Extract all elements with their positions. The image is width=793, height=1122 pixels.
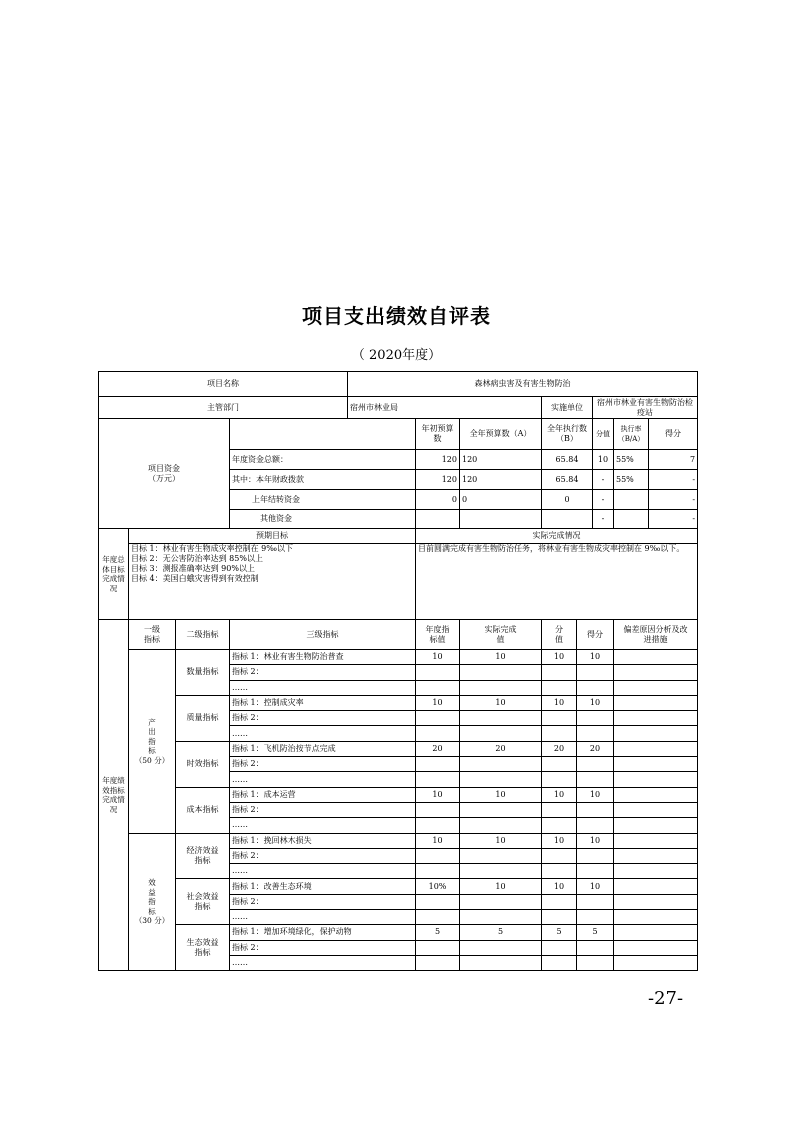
actual-goals-header: 实际完成情况 (416, 529, 698, 544)
indicator-points-value (577, 818, 614, 833)
funds-cell: 0 (416, 490, 460, 510)
funds-header-exec: 全年执行数（B） (542, 419, 593, 450)
funds-row-total-label: 年度资金总额： (230, 450, 416, 470)
indicator-score-value (542, 864, 577, 879)
indicator-reason-value (614, 757, 698, 772)
indicator-level3-label: …… (230, 955, 416, 970)
expected-goals-header: 预期目标 (129, 529, 416, 544)
indicator-reason-value (614, 650, 698, 665)
indicator-reason-value (614, 818, 698, 833)
indicator-actual-value (460, 711, 542, 726)
indicator-level2-label: 经济效益 指标 (176, 833, 230, 879)
indicator-level3-label: 指标 1：控制成灾率 (230, 695, 416, 710)
funds-cell (614, 490, 649, 510)
indicator-reason-value (614, 833, 698, 848)
indicator-points-value: 10 (577, 787, 614, 802)
indicator-score-value (542, 757, 577, 772)
indicator-reason-value (614, 894, 698, 909)
indicator-points-value (577, 757, 614, 772)
indicator-score-value (542, 848, 577, 863)
funds-cell: - (649, 490, 698, 510)
funds-cell: 120 (460, 450, 542, 470)
indicator-level1-label: 效 益 指 标 （30 分） (129, 833, 176, 971)
indicator-target-value (416, 955, 460, 970)
funds-cell: 120 (460, 470, 542, 490)
indicator-score-value (542, 955, 577, 970)
year-subtitle: （ 2020年度） (351, 348, 442, 363)
indicator-reason-value (614, 864, 698, 879)
indicator-actual-value (460, 848, 542, 863)
indicator-actual-value (460, 680, 542, 695)
indicator-reason-value (614, 955, 698, 970)
indicator-reason-value (614, 680, 698, 695)
indicator-score-value (542, 818, 577, 833)
project-name-label: 项目名称 (99, 372, 348, 397)
indicator-level3-label: 指标 2： (230, 940, 416, 955)
indicator-actual-value (460, 665, 542, 680)
indicator-score-value: 5 (542, 925, 577, 940)
funds-row-fiscal-label: 其中：本年财政拨款 (230, 470, 416, 490)
indicator-target-value (416, 802, 460, 817)
indicator-score-value: 10 (542, 787, 577, 802)
indicator-target-value (416, 818, 460, 833)
indicator-target-value (416, 848, 460, 863)
indicator-actual-value (460, 772, 542, 787)
indicator-level3-label: 指标 1：挽回林木损失 (230, 833, 416, 848)
indicator-score-value: 10 (542, 695, 577, 710)
funds-header-annual: 全年预算数（A） (460, 419, 542, 450)
indicator-target-value (416, 772, 460, 787)
page-number: -27- (648, 988, 684, 1009)
indicator-level3-label: 指标 2： (230, 894, 416, 909)
indicator-level3-header: 三级指标 (230, 620, 416, 650)
indicator-score-value (542, 711, 577, 726)
funds-row-other-label: 其他资金 (230, 510, 416, 529)
indicator-reason-value (614, 772, 698, 787)
indicator-target-value (416, 910, 460, 925)
indicator-score-value: 10 (542, 650, 577, 665)
funds-cell (542, 510, 593, 529)
funds-header-rate: 执行率 （B/A） (614, 419, 649, 450)
indicator-target-value (416, 894, 460, 909)
indicator-points-value: 10 (577, 695, 614, 710)
indicator-target-value: 10 (416, 833, 460, 848)
indicator-target-value (416, 757, 460, 772)
indicator-reason-value (614, 741, 698, 756)
indicator-score-value: 10 (542, 833, 577, 848)
indicator-score-value (542, 665, 577, 680)
indicator-reason-header: 偏差原因分析及改 进措施 (614, 620, 698, 650)
indicator-points-value (577, 955, 614, 970)
indicator-actual-value: 5 (460, 925, 542, 940)
indicator-actual-value: 10 (460, 787, 542, 802)
indicator-points-value: 20 (577, 741, 614, 756)
indicator-points-value: 5 (577, 925, 614, 940)
indicator-score-value (542, 940, 577, 955)
indicator-score-value (542, 726, 577, 741)
funds-cell (460, 510, 542, 529)
funds-label: 项目资金 （万元） (99, 419, 230, 529)
indicator-actual-value: 10 (460, 833, 542, 848)
indicator-reason-value (614, 848, 698, 863)
funds-header-blank (230, 419, 416, 450)
indicator-actual-value (460, 940, 542, 955)
funds-cell: 65.84 (542, 450, 593, 470)
indicator-target-value: 10 (416, 650, 460, 665)
indicator-points-value: 10 (577, 833, 614, 848)
actual-goals-text: 目前圆满完成有害生物防治任务，将林业有害生物成灾率控制在 9‰以下。 (416, 544, 698, 620)
indicator-target-value: 10% (416, 879, 460, 894)
performance-table (98, 371, 698, 971)
indicator-target-value (416, 726, 460, 741)
indicator-points-value (577, 940, 614, 955)
funds-cell: 120 (416, 450, 460, 470)
indicator-target-header: 年度指 标值 (416, 620, 460, 650)
indicator-level2-label: 数量指标 (176, 650, 230, 696)
funds-cell: 0 (542, 490, 593, 510)
funds-cell: - (649, 470, 698, 490)
indicator-actual-value (460, 802, 542, 817)
indicator-score-value: 20 (542, 741, 577, 756)
indicator-level3-label: 指标 1：成本运营 (230, 787, 416, 802)
indicator-reason-value (614, 726, 698, 741)
indicator-level2-label: 生态效益 指标 (176, 925, 230, 971)
indicator-actual-value (460, 726, 542, 741)
indicator-points-value (577, 910, 614, 925)
indicator-level2-label: 社会效益 指标 (176, 879, 230, 925)
indicator-target-value (416, 864, 460, 879)
funds-cell: 0 (460, 490, 542, 510)
funds-cell: 55% (614, 450, 649, 470)
indicator-level3-label: …… (230, 818, 416, 833)
dept-label: 主管部门 (99, 397, 348, 419)
funds-cell: - (593, 510, 614, 529)
funds-cell: 65.84 (542, 470, 593, 490)
indicator-level3-label: …… (230, 910, 416, 925)
indicator-level1-header: 一级 指标 (129, 620, 176, 650)
indicators-side-label: 年度绩效指标完成情况 (99, 620, 129, 971)
indicator-level3-label: 指标 1：改善生态环境 (230, 879, 416, 894)
indicator-reason-value (614, 879, 698, 894)
indicator-actual-value: 10 (460, 879, 542, 894)
indicator-points-value (577, 665, 614, 680)
indicator-level3-label: …… (230, 726, 416, 741)
indicator-actual-value (460, 757, 542, 772)
indicator-level2-label: 质量指标 (176, 695, 230, 741)
indicator-reason-value (614, 925, 698, 940)
indicator-level3-label: 指标 1：林业有害生物防治普查 (230, 650, 416, 665)
indicator-actual-value (460, 955, 542, 970)
indicator-score-value (542, 894, 577, 909)
indicator-points-value (577, 772, 614, 787)
indicator-actual-value: 20 (460, 741, 542, 756)
indicator-points-value: 10 (577, 879, 614, 894)
indicator-score-value (542, 680, 577, 695)
indicator-score-header: 分 值 (542, 620, 577, 650)
indicator-actual-value: 10 (460, 650, 542, 665)
indicator-level2-header: 二级指标 (176, 620, 230, 650)
indicator-reason-value (614, 802, 698, 817)
indicator-points-value (577, 726, 614, 741)
indicator-level3-label: 指标 1：增加环境绿化，保护动物 (230, 925, 416, 940)
indicator-level1-label: 产 出 指 标 （50 分） (129, 650, 176, 834)
impl-unit-label: 实施单位 (542, 397, 593, 419)
indicator-points-value (577, 680, 614, 695)
indicator-target-value (416, 680, 460, 695)
indicator-level3-label: 指标 2： (230, 665, 416, 680)
indicator-level3-label: 指标 2： (230, 711, 416, 726)
dept-value: 宿州市林业局 (348, 397, 542, 419)
funds-cell: 7 (649, 450, 698, 470)
indicator-target-value: 5 (416, 925, 460, 940)
indicator-reason-value (614, 695, 698, 710)
funds-header-initial: 年初预算数 (416, 419, 460, 450)
goals-side-label: 年度总体目标完成情况 (99, 529, 129, 620)
indicator-actual-value (460, 864, 542, 879)
indicator-actual-value: 10 (460, 695, 542, 710)
indicator-target-value (416, 665, 460, 680)
funds-header-score: 分值 (593, 419, 614, 450)
indicator-points-value (577, 802, 614, 817)
impl-unit-value: 宿州市林业有害生物防治检疫站 (593, 397, 698, 419)
funds-cell: 10 (593, 450, 614, 470)
indicator-reason-value (614, 940, 698, 955)
indicator-level3-label: …… (230, 772, 416, 787)
indicator-points-value (577, 711, 614, 726)
indicator-actual-header: 实际完成 值 (460, 620, 542, 650)
funds-cell (416, 510, 460, 529)
indicator-target-value: 10 (416, 787, 460, 802)
project-name-value: 森林病虫害及有害生物防治 (348, 372, 698, 397)
indicator-points-value: 10 (577, 650, 614, 665)
indicator-points-value (577, 848, 614, 863)
indicator-reason-value (614, 665, 698, 680)
indicator-reason-value (614, 787, 698, 802)
indicator-actual-value (460, 818, 542, 833)
indicator-score-value (542, 772, 577, 787)
indicator-points-value (577, 864, 614, 879)
indicator-target-value (416, 940, 460, 955)
indicator-actual-value (460, 894, 542, 909)
indicator-level2-label: 时效指标 (176, 741, 230, 787)
funds-cell: 120 (416, 470, 460, 490)
indicator-level2-label: 成本指标 (176, 787, 230, 833)
indicator-score-value (542, 802, 577, 817)
indicator-level3-label: …… (230, 864, 416, 879)
indicator-level3-label: 指标 1：飞机防治按节点完成 (230, 741, 416, 756)
indicator-target-value: 20 (416, 741, 460, 756)
funds-header-points: 得分 (649, 419, 698, 450)
indicator-target-value: 10 (416, 695, 460, 710)
funds-cell: - (649, 510, 698, 529)
expected-goals-text: 目标 1：林业有害生物成灾率控制在 9‰以下 目标 2：无公害防治率达到 85%以上 目标 3：测报准确率达到 90%以上 目标 4：美国白蛾灾害得到有效控制 (129, 544, 416, 620)
indicator-reason-value (614, 711, 698, 726)
indicator-score-value: 10 (542, 879, 577, 894)
indicator-level3-label: 指标 2： (230, 757, 416, 772)
page-title: 项目支出绩效自评表 (302, 304, 491, 328)
indicator-points-value (577, 894, 614, 909)
indicator-actual-value (460, 910, 542, 925)
indicator-points-header: 得分 (577, 620, 614, 650)
funds-cell: - (593, 490, 614, 510)
indicator-level3-label: 指标 2： (230, 848, 416, 863)
funds-cell (614, 510, 649, 529)
indicator-target-value (416, 711, 460, 726)
funds-cell: 55% (614, 470, 649, 490)
funds-row-carry-label: 上年结转资金 (230, 490, 416, 510)
indicator-level3-label: …… (230, 680, 416, 695)
indicator-score-value (542, 910, 577, 925)
indicator-level3-label: 指标 2： (230, 802, 416, 817)
funds-cell: - (593, 470, 614, 490)
indicator-reason-value (614, 910, 698, 925)
